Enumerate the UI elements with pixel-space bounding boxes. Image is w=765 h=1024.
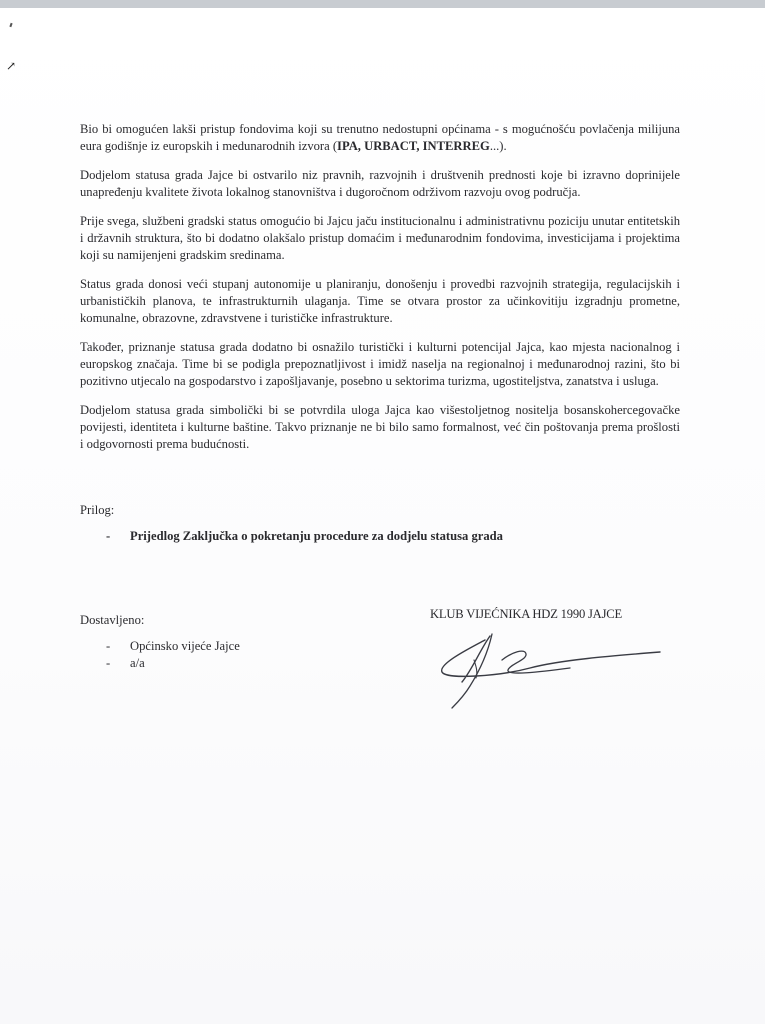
delivered-label: Dostavljeno: xyxy=(80,613,145,627)
signatory-name: KLUB VIJEĆNIKA HDZ 1990 JAJCE xyxy=(430,607,622,621)
recipients-list xyxy=(106,638,240,672)
bullet-dash: - xyxy=(106,656,111,670)
attachment-label: Prilog: xyxy=(80,503,115,517)
paragraph-funds: Bio bi omogućen lakši pristup fondovima koji su trenutno nedostupni općinama - s mogućnošću povlačenja milijuna eura godišnje iz europskih i medunarodnih izvora (IPA, URBACT, INTERREG...). xyxy=(80,122,680,153)
top-border-bar xyxy=(0,0,765,8)
programs-bold: IPA, URBACT, INTERREG xyxy=(337,139,490,153)
bullet-dash: - xyxy=(106,529,111,543)
paragraph-tourism: Također, priznanje statusa grada dodatno bi osnažilo turistički i kulturni potencijal Jajca, kao mjesta nacionalnog i europskog značaja. Time bi se podigla prepoznatljivost i imidž naselja na regionalnoj i međunarodnoj razini, što bi pozitivno utjecalo na gospodarstvo i zapošljavanje, posebno u sektorima turizma, ugostiteljstva, zanatstva i usluga. xyxy=(80,340,680,388)
bullet-dash: - xyxy=(106,639,111,653)
paragraph-benefits: Dodjelom statusa grada Jajce bi ostvarilo niz pravnih, razvojnih i društvenih prednosti koje bi izravno doprinijele unapređenju kvalitete života lokalnog stanovništva i dugoročnom održivom razvoju ovog područja. xyxy=(80,168,680,199)
recipient-item xyxy=(106,638,240,655)
attachment-item xyxy=(106,529,503,544)
paragraph-symbolic: Dodjelom statusa grada simbolički bi se potvrdila uloga Jajca kao višestoljetnog nositelja bosanskohercegovačke povijesti, identiteta i kulturne baštine. Takvo priznanje ne bi bilo samo formalnost, već čin poštovanja prema prošlosti i odgovornosti prema budućnosti. xyxy=(80,403,680,451)
attachment-title: Prijedlog Zaključka o pokretanju procedure za dodjelu statusa grada xyxy=(130,529,503,543)
recipient-item xyxy=(106,655,240,672)
paragraph-institutional: Prije svega, službeni gradski status omogućio bi Jajcu jaču institucionalnu i administrativnu poziciju unutar entitetskih i državnih struktura, što bi dodatno olakšalo pristup domaćim i međunarodnim fondovima, investicijama i projektima koji su namijenjeni gradskim sredinama. xyxy=(80,214,680,262)
margin-mark: ↗ xyxy=(6,59,17,73)
margin-mark xyxy=(9,23,12,27)
document-body xyxy=(80,121,680,465)
recipient-name: Općinsko vijeće Jajce xyxy=(130,639,240,653)
signature-icon xyxy=(430,630,670,710)
recipient-name: a/a xyxy=(130,656,145,670)
paragraph-autonomy: Status grada donosi veći stupanj autonomije u planiranju, donošenju i provedbi razvojnih strategija, regulacijskih i urbanističkih planova, te infrastrukturnih ulaganja. Time se otvara prostor za učinkovitiju izgradnju prometne, komunalne, obrazovne, zdravstvene i turističke infrastrukture. xyxy=(80,277,680,325)
